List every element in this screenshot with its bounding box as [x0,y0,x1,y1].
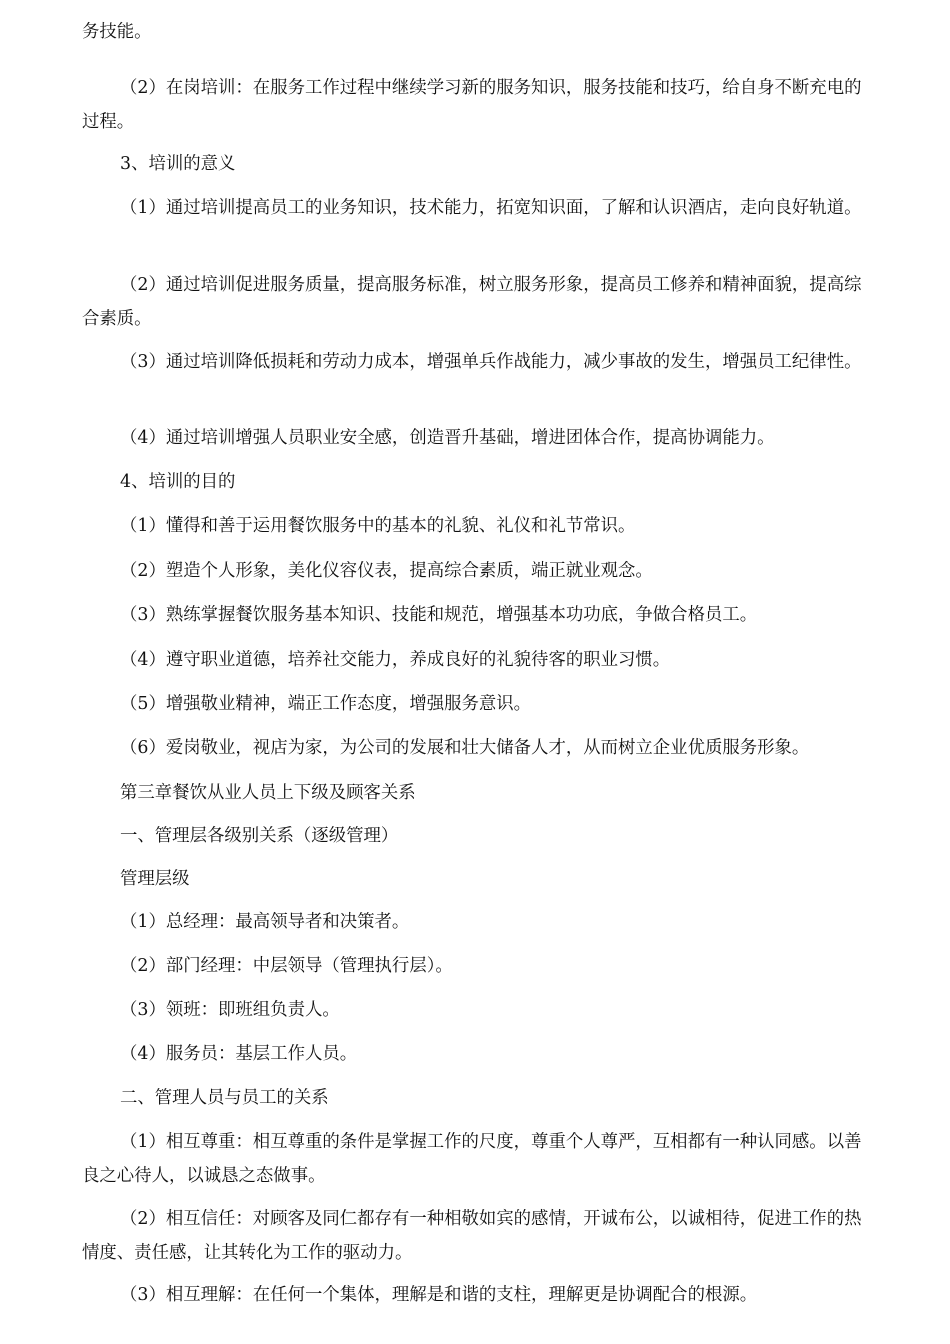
paragraph-purpose-4: （4）遵守职业道德，培养社交能力，养成良好的礼貌待客的职业习惯。 [120,650,671,670]
paragraph-on-job-training: （2）在岗培训：在服务工作过程中继续学习新的服务知识，服务技能和技巧，给自身不断充电的过程。 [82,78,862,132]
paragraph-tier-4: （4）服务员：基层工作人员。 [120,1044,358,1064]
heading-training-purpose: 4、培训的目的 [120,472,236,492]
paragraph-mutual-respect: （1）相互尊重：相互尊重的条件是掌握工作的尺度，尊重个人尊严，互相都有一种认同感。以善良之心待人，以诚恳之态做事。 [82,1132,862,1186]
subheading-management-tiers: 管理层级 [120,869,190,889]
paragraph-mutual-trust: （2）相互信任：对顾客及同仁都存有一种相敬如宾的感情，开诚布公，以诚相待，促进工作的热情度、责任感，让其转化为工作的驱动力。 [82,1209,862,1263]
paragraph-purpose-5: （5）增强敬业精神，端正工作态度，增强服务意识。 [120,694,532,714]
paragraph-significance-3: （3）通过培训降低损耗和劳动力成本，增强单兵作战能力，减少事故的发生，增强员工纪律性。 [120,352,862,372]
paragraph-purpose-6: （6）爱岗敬业，视店为家，为公司的发展和壮大储备人才，从而树立企业优质服务形象。 [120,738,810,758]
heading-management-levels: 一、管理层各级别关系（逐级管理） [120,826,399,846]
heading-manager-staff-relations: 二、管理人员与员工的关系 [120,1088,329,1108]
paragraph-purpose-2: （2）塑造个人形象，美化仪容仪表，提高综合素质，端正就业观念。 [120,561,653,581]
paragraph-continuation: 务技能。 [82,22,152,42]
chapter-title: 第三章餐饮从业人员上下级及顾客关系 [120,783,416,803]
paragraph-significance-2: （2）通过培训促进服务质量，提高服务标准，树立服务形象，提高员工修养和精神面貌，提高综合素质。 [82,275,862,329]
paragraph-significance-4: （4）通过培训增强人员职业安全感，创造晋升基础，增进团体合作，提高协调能力。 [120,428,775,448]
paragraph-tier-2: （2）部门经理：中层领导（管理执行层）。 [120,956,453,976]
paragraph-purpose-1: （1）懂得和善于运用餐饮服务中的基本的礼貌、礼仪和礼节常识。 [120,516,636,536]
paragraph-significance-1: （1）通过培训提高员工的业务知识，技术能力，拓宽知识面，了解和认识酒店，走向良好轨道。 [120,198,862,218]
paragraph-mutual-understanding: （3）相互理解：在任何一个集体，理解是和谐的支柱，理解更是协调配合的根源。 [120,1285,758,1305]
paragraph-tier-1: （1）总经理：最高领导者和决策者。 [120,912,410,932]
paragraph-tier-3: （3）领班：即班组负责人。 [120,1000,340,1020]
paragraph-purpose-3: （3）熟练掌握餐饮服务基本知识、技能和规范，增强基本功功底，争做合格员工。 [120,605,758,625]
heading-training-significance: 3、培训的意义 [120,154,236,174]
